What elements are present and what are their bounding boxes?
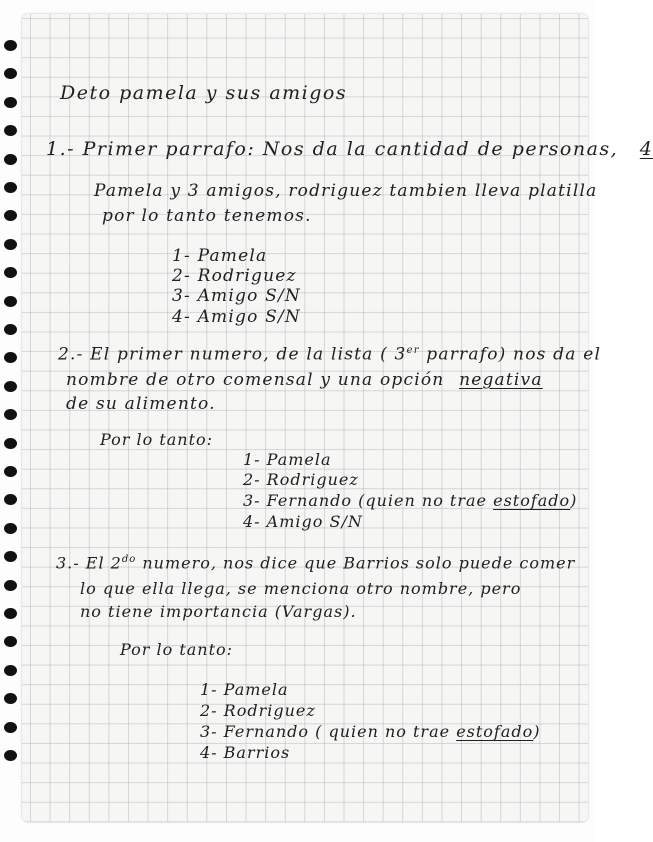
section-3-item-2: 2- Rodriguez [200, 701, 316, 720]
section-1-item-3: 3- Amigo S/N [172, 286, 301, 306]
section-2-line-2 [66, 372, 543, 389]
binding-hole [4, 608, 17, 619]
section-3-line-2: lo que ella llega, se menciona otro nombre, pero [80, 579, 522, 598]
section-3-item-1: 1- Pamela [200, 680, 289, 699]
section-2-item-1: 1- Pamela [243, 450, 332, 469]
section-2-line-1-sup: er [406, 345, 420, 356]
section-2-negative-word: negativa [459, 370, 543, 390]
section-3-line-1 [56, 555, 575, 571]
binding-hole [4, 125, 17, 136]
binding-hole [4, 636, 17, 647]
section-3-line-1-a: 3.- El 2 [56, 553, 122, 573]
binding-hole [4, 438, 17, 449]
binding-hole [4, 68, 17, 79]
binding-hole [4, 40, 17, 51]
binding-hole [4, 239, 17, 250]
section-1-line-1-text: 1.- Primer parrafo: Nos da la cantidad de personas, [46, 138, 619, 160]
section-2-item-3-a: 3- Fernando (quien no trae [243, 491, 487, 510]
section-3-item-3-end: ) [533, 722, 541, 741]
section-2-item-3 [243, 493, 577, 509]
section-3-item-3-word: estofado [456, 722, 534, 741]
section-3-line-3: no tiene importancia (Vargas). [80, 602, 357, 621]
binding-hole [4, 409, 17, 420]
binding-hole [4, 381, 17, 392]
section-2-item-4: 4- Amigo S/N [243, 512, 363, 531]
section-3-line-1-sup: do [121, 554, 137, 565]
section-2-line-1-a: 2.- El primer numero, de la lista ( 3 [58, 344, 407, 365]
binding-hole [4, 154, 17, 165]
binding-hole [4, 665, 17, 676]
section-3-por-lo-tanto: Por lo tanto: [120, 640, 234, 659]
binding-hole [4, 296, 17, 307]
section-2-item-3-word: estofado [493, 491, 571, 510]
section-3-item-4: 4- Barrios [200, 743, 291, 762]
section-1-count: 4 [639, 138, 653, 160]
section-2-line-3: de su alimento. [66, 394, 216, 414]
binding-hole [4, 580, 17, 591]
section-2-line-1 [58, 346, 601, 364]
binding-hole [4, 324, 17, 335]
binding-hole [4, 551, 17, 562]
binding-hole [4, 267, 17, 278]
section-1-item-4: 4- Amigo S/N [172, 307, 301, 327]
binding-hole [4, 722, 17, 733]
binding-hole [4, 693, 17, 704]
section-3-line-1-b: numero, nos dice que Barrios solo puede comer [136, 553, 576, 573]
section-2-item-3-end: ) [570, 491, 578, 510]
section-2-line-2-a: nombre de otro comensal y una opción [66, 370, 445, 390]
section-1-line-1 [46, 140, 653, 159]
page-title: Deto pamela y sus amigos [60, 82, 348, 104]
section-2-item-2: 2- Rodriguez [243, 470, 359, 489]
section-2-por-lo-tanto: Por lo tanto: [100, 430, 214, 449]
binding-hole [4, 97, 17, 108]
section-3-item-3-a: 3- Fernando ( quien no trae [200, 722, 451, 741]
section-1-item-1: 1- Pamela [172, 246, 268, 266]
section-3-item-3 [200, 724, 541, 740]
binding-hole [4, 494, 17, 505]
section-2-line-1-b: parrafo) nos da el [419, 344, 602, 365]
section-1-line-3: por lo tanto tenemos. [102, 206, 312, 226]
binding-hole [4, 182, 17, 193]
binding-hole [4, 750, 17, 761]
binding-hole [4, 352, 17, 363]
binding-hole [4, 210, 17, 221]
section-1-item-2: 2- Rodriguez [172, 266, 297, 286]
binding-hole [4, 523, 17, 534]
section-1-line-2: Pamela y 3 amigos, rodriguez tambien lleva platilla [94, 181, 598, 201]
binding-hole [4, 466, 17, 477]
